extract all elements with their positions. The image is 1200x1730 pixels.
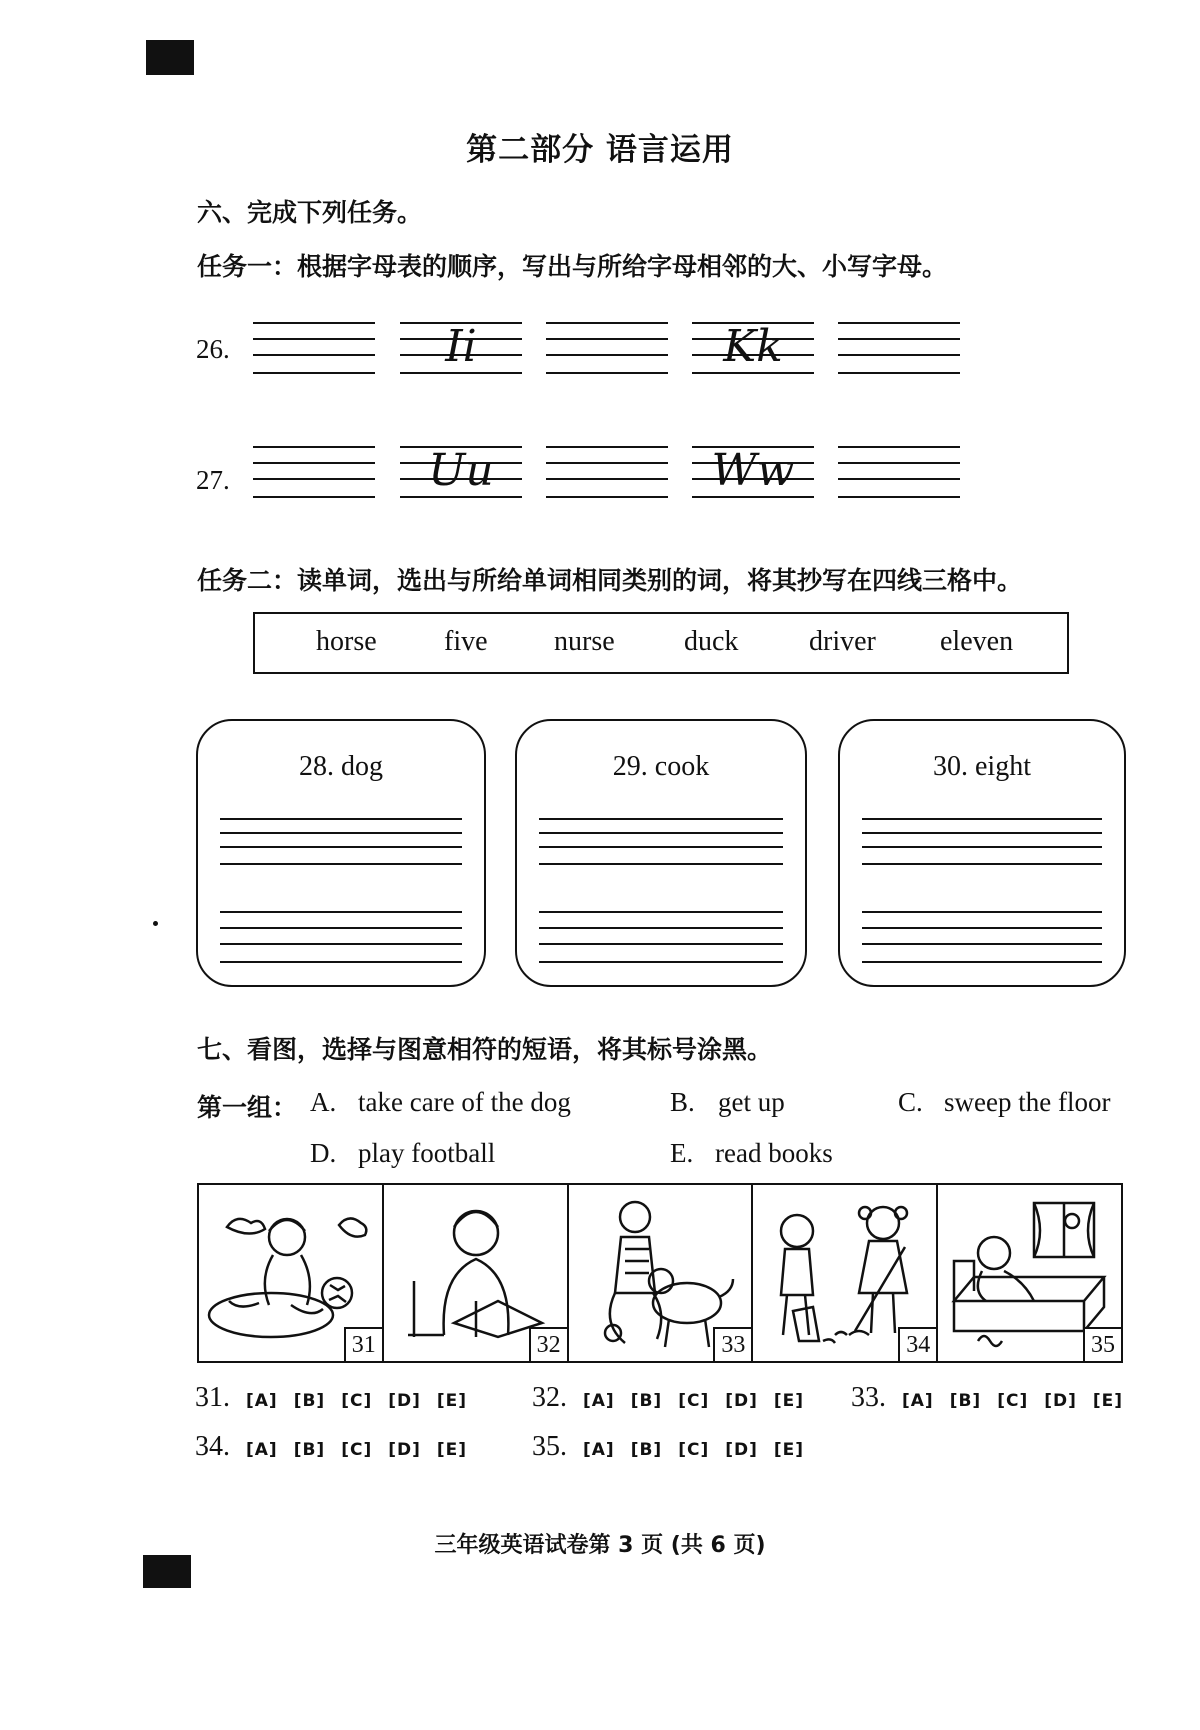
picture-panel-33 <box>569 1185 754 1361</box>
answer-choice-a[interactable]: [A] <box>246 1391 278 1411</box>
answer-choice-c[interactable]: [C] <box>678 1391 710 1411</box>
guide-line <box>838 338 960 340</box>
four-line-grid <box>400 446 522 504</box>
writing-line[interactable] <box>220 846 462 848</box>
answer-choice-c[interactable]: [C] <box>997 1391 1029 1411</box>
writing-line[interactable] <box>862 818 1102 820</box>
word-bank-item: five <box>444 626 488 657</box>
question-26-number: 26. <box>196 334 230 364</box>
answer-row-33 <box>851 1382 1139 1414</box>
writing-line[interactable] <box>862 846 1102 848</box>
option-e-key: E. <box>670 1138 694 1168</box>
page-footer: 三年级英语试卷第 3 页 (共 6 页) <box>434 1533 766 1558</box>
registration-mark-top <box>146 40 194 75</box>
guide-line <box>838 354 960 356</box>
option-c-text: sweep the floor <box>944 1087 1111 1117</box>
writing-line[interactable] <box>539 846 783 848</box>
answer-row-35 <box>532 1431 820 1463</box>
option-a-text: take care of the dog <box>358 1087 571 1117</box>
picture-panel-34 <box>753 1185 938 1361</box>
answer-number: 33. <box>851 1382 886 1413</box>
writing-line[interactable] <box>220 818 462 820</box>
answer-choice-c[interactable]: [C] <box>678 1440 710 1460</box>
answer-row-34 <box>195 1431 483 1463</box>
picture-number-35: 35 <box>1083 1327 1121 1361</box>
option-b-key: B. <box>670 1087 695 1117</box>
option-b-text: get up <box>718 1087 785 1117</box>
four-line-grid <box>400 322 522 380</box>
answer-choice-d[interactable]: [D] <box>725 1440 758 1460</box>
writing-line[interactable] <box>220 927 462 929</box>
guide-line <box>253 446 375 448</box>
guide-line <box>838 478 960 480</box>
given-letter-pair: Ww <box>711 445 795 496</box>
answer-choice-b[interactable]: [B] <box>293 1440 326 1460</box>
four-line-grid[interactable] <box>838 446 960 504</box>
group-label: 第一组： <box>197 1093 298 1122</box>
guide-line <box>253 496 375 498</box>
answer-choice-c[interactable]: [C] <box>341 1391 373 1411</box>
answer-choice-d[interactable]: [D] <box>388 1391 421 1411</box>
writing-line[interactable] <box>862 832 1102 834</box>
answer-choice-a[interactable]: [A] <box>583 1440 615 1460</box>
guide-line <box>546 322 668 324</box>
writing-line[interactable] <box>220 961 462 963</box>
answer-number: 32. <box>532 1382 567 1413</box>
writing-line[interactable] <box>539 863 783 865</box>
writing-line[interactable] <box>539 818 783 820</box>
guide-line <box>838 446 960 448</box>
task1-instruction: 任务一：根据字母表的顺序，写出与所给字母相邻的大、小写字母。 <box>197 252 948 281</box>
four-line-grid[interactable] <box>253 322 375 380</box>
answer-choice-b[interactable]: [B] <box>630 1440 663 1460</box>
question-29-card <box>515 719 807 987</box>
q7-heading: 七、看图，选择与图意相符的短语，将其标号涂黑。 <box>197 1035 773 1064</box>
option-d-key: D. <box>310 1138 337 1168</box>
answer-choice-b[interactable]: [B] <box>293 1391 326 1411</box>
four-line-grid <box>692 446 814 504</box>
guide-line <box>546 446 668 448</box>
answer-row-31 <box>195 1382 483 1414</box>
word-bank-item: nurse <box>554 626 615 657</box>
registration-mark-bottom <box>143 1555 191 1588</box>
picture-panel-35 <box>938 1185 1121 1361</box>
writing-line[interactable] <box>539 832 783 834</box>
guide-line <box>838 462 960 464</box>
answer-number: 31. <box>195 1382 230 1413</box>
picture-number-33: 33 <box>713 1327 751 1361</box>
guide-line <box>546 354 668 356</box>
word-bank <box>253 612 1069 674</box>
picture-strip <box>197 1183 1123 1363</box>
answer-choice-e[interactable]: [E] <box>436 1391 468 1411</box>
question-28-label: 28. dog <box>299 751 383 782</box>
guide-line <box>253 354 375 356</box>
writing-line[interactable] <box>539 927 783 929</box>
picture-number-32: 32 <box>529 1327 567 1361</box>
guide-line <box>546 478 668 480</box>
guide-line <box>546 372 668 374</box>
option-d-text: play football <box>358 1138 496 1168</box>
writing-line[interactable] <box>220 832 462 834</box>
word-bank-item: driver <box>809 626 876 657</box>
guide-line <box>546 338 668 340</box>
answer-choice-e[interactable]: [E] <box>773 1440 805 1460</box>
guide-line <box>838 372 960 374</box>
word-bank-item: duck <box>684 626 739 657</box>
writing-line[interactable] <box>539 943 783 945</box>
option-c-key: C. <box>898 1087 923 1117</box>
guide-line <box>253 478 375 480</box>
question-30-label: 30. eight <box>933 751 1031 782</box>
four-line-grid[interactable] <box>546 322 668 380</box>
answer-row-32 <box>532 1382 820 1414</box>
four-line-grid[interactable] <box>838 322 960 380</box>
option-a-key: A. <box>310 1087 337 1117</box>
guide-line <box>253 322 375 324</box>
option-e-text: read books <box>715 1138 833 1168</box>
section-title: 第二部分 语言运用 <box>466 132 734 168</box>
answer-choice-a[interactable]: [A] <box>246 1440 278 1460</box>
answer-choice-d[interactable]: [D] <box>388 1440 421 1460</box>
answer-choice-a[interactable]: [A] <box>583 1391 615 1411</box>
answer-choice-d[interactable]: [D] <box>725 1391 758 1411</box>
writing-line[interactable] <box>862 961 1102 963</box>
guide-line <box>546 496 668 498</box>
guide-line <box>253 462 375 464</box>
writing-line[interactable] <box>539 911 783 913</box>
four-line-grid[interactable] <box>253 446 375 504</box>
picture-panel-31 <box>199 1185 384 1361</box>
guide-line <box>838 322 960 324</box>
four-line-grid[interactable] <box>546 446 668 504</box>
given-letter-pair: Kk <box>723 321 783 372</box>
picture-number-31: 31 <box>344 1327 382 1361</box>
answer-number: 34. <box>195 1431 230 1462</box>
question-30-card <box>838 719 1126 987</box>
question-29-label: 29. cook <box>612 751 710 782</box>
picture-panel-32 <box>384 1185 569 1361</box>
task2-instruction: 任务二：读单词，选出与所给单词相同类别的词，将其抄写在四线三格中。 <box>197 566 1023 595</box>
writing-line[interactable] <box>220 911 462 913</box>
given-letter-pair: Ii <box>445 321 477 372</box>
answer-choice-d[interactable]: [D] <box>1044 1391 1077 1411</box>
answer-choice-e[interactable]: [E] <box>1092 1391 1124 1411</box>
writing-line[interactable] <box>862 863 1102 865</box>
writing-line[interactable] <box>862 927 1102 929</box>
writing-line[interactable] <box>862 911 1102 913</box>
writing-line[interactable] <box>220 943 462 945</box>
writing-line[interactable] <box>539 961 783 963</box>
answer-choice-e[interactable]: [E] <box>773 1391 805 1411</box>
guide-line <box>253 372 375 374</box>
word-bank-item: eleven <box>940 626 1014 657</box>
answer-choice-c[interactable]: [C] <box>341 1440 373 1460</box>
guide-line <box>253 338 375 340</box>
four-line-grid <box>692 322 814 380</box>
picture-number-34: 34 <box>898 1327 936 1361</box>
word-bank-item: horse <box>316 626 377 657</box>
q6-heading: 六、完成下列任务。 <box>197 198 423 227</box>
stray-dot <box>153 921 158 926</box>
writing-line[interactable] <box>220 863 462 865</box>
given-letter-pair: Uu <box>428 445 494 496</box>
answer-number: 35. <box>532 1431 567 1462</box>
answer-choice-e[interactable]: [E] <box>436 1440 468 1460</box>
question-27-number: 27. <box>196 465 230 495</box>
guide-line <box>838 496 960 498</box>
guide-line <box>546 462 668 464</box>
writing-line[interactable] <box>862 943 1102 945</box>
answer-choice-a[interactable]: [A] <box>902 1391 934 1411</box>
answer-choice-b[interactable]: [B] <box>949 1391 982 1411</box>
answer-choice-b[interactable]: [B] <box>630 1391 663 1411</box>
question-28-card <box>196 719 486 987</box>
